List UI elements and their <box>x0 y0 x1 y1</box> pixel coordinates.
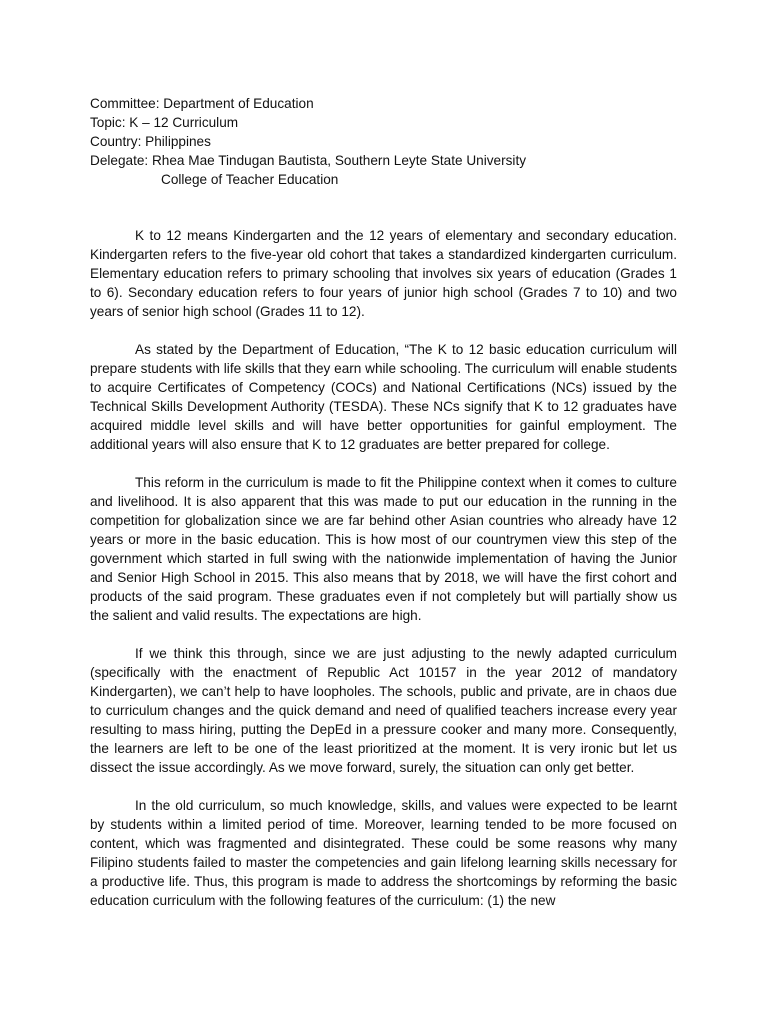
country-line: Country: Philippines <box>90 134 211 149</box>
delegate-line: Delegate: Rhea Mae Tindugan Bautista, Southern Leyte State University <box>90 153 527 168</box>
committee-line: Committee: Department of Education <box>90 96 314 111</box>
paragraph-k12-definition: K to 12 means Kindergarten and the 12 years of elementary and secondary education. Kindergarten refers to the five-year old cohort that takes a standardized kindergarten curriculum. Elementary education refers to primary schooling that involves six years of education (Grades 1 to 6). Secondary education refers to four years of junior high school (Grades 7 to 10) and two years of senior high school (Grades 11 to 12). <box>90 228 677 319</box>
paragraph-reform-context: This reform in the curriculum is made to fit the Philippine context when it comes to culture and livelihood. It is also apparent that this was made to put our education in the running in the competition for globalization since we are far behind other Asian countries who already have 12 years or more in the basic education. This is how most of our countrymen view this step of the government which started in full swing with the nationwide implementation of having the Junior and Senior High School in 2015. This also means that by 2018, we will have the first cohort and products of the said program. These graduates even if not completely but will partially show us the salient and valid results. The expectations are high. <box>90 475 677 623</box>
topic-line: Topic: K – 12 Curriculum <box>90 115 239 130</box>
college-line: College of Teacher Education <box>161 172 339 187</box>
paragraph-deped-statement: As stated by the Department of Education, “The K to 12 basic education curriculum will prepare students with life skills that they earn while schooling. The curriculum will enable students to acquire Certificates of Competency (COCs) and National Certifications (NCs) issued by the Technical Skills Development Authority (TESDA). These NCs signify that K to 12 graduates have acquired middle level skills and will have better opportunities for gainful employment. The additional years will also ensure that K to 12 graduates are better prepared for college. <box>90 342 677 452</box>
paragraph-old-curriculum: In the old curriculum, so much knowledge, skills, and values were expected to be learnt by students within a limited period of time. Moreover, learning tended to be more focused on content, which was fragmented and disintegrated. These could be some reasons why many Filipino students failed to master the competencies and gain lifelong learning skills necessary for a productive life. Thus, this program is made to address the shortcomings by reforming the basic education curriculum with the following features of the curriculum: (1) the new <box>90 798 677 908</box>
document-body <box>90 226 677 929</box>
document-header <box>90 94 690 189</box>
paragraph-loopholes: If we think this through, since we are just adjusting to the newly adapted curriculum (specifically with the enactment of Republic Act 10157 in the year 2012 of mandatory Kindergarten), we can’t help to have loopholes. The schools, public and private, are in chaos due to curriculum changes and the quick demand and need of qualified teachers increase every year resulting to mass hiring, putting the DepEd in a pressure cooker and many more. Consequently, the learners are left to be one of the least prioritized at the moment. It is very ironic but let us dissect the issue accordingly. As we move forward, surely, the situation can only get better. <box>90 646 677 775</box>
